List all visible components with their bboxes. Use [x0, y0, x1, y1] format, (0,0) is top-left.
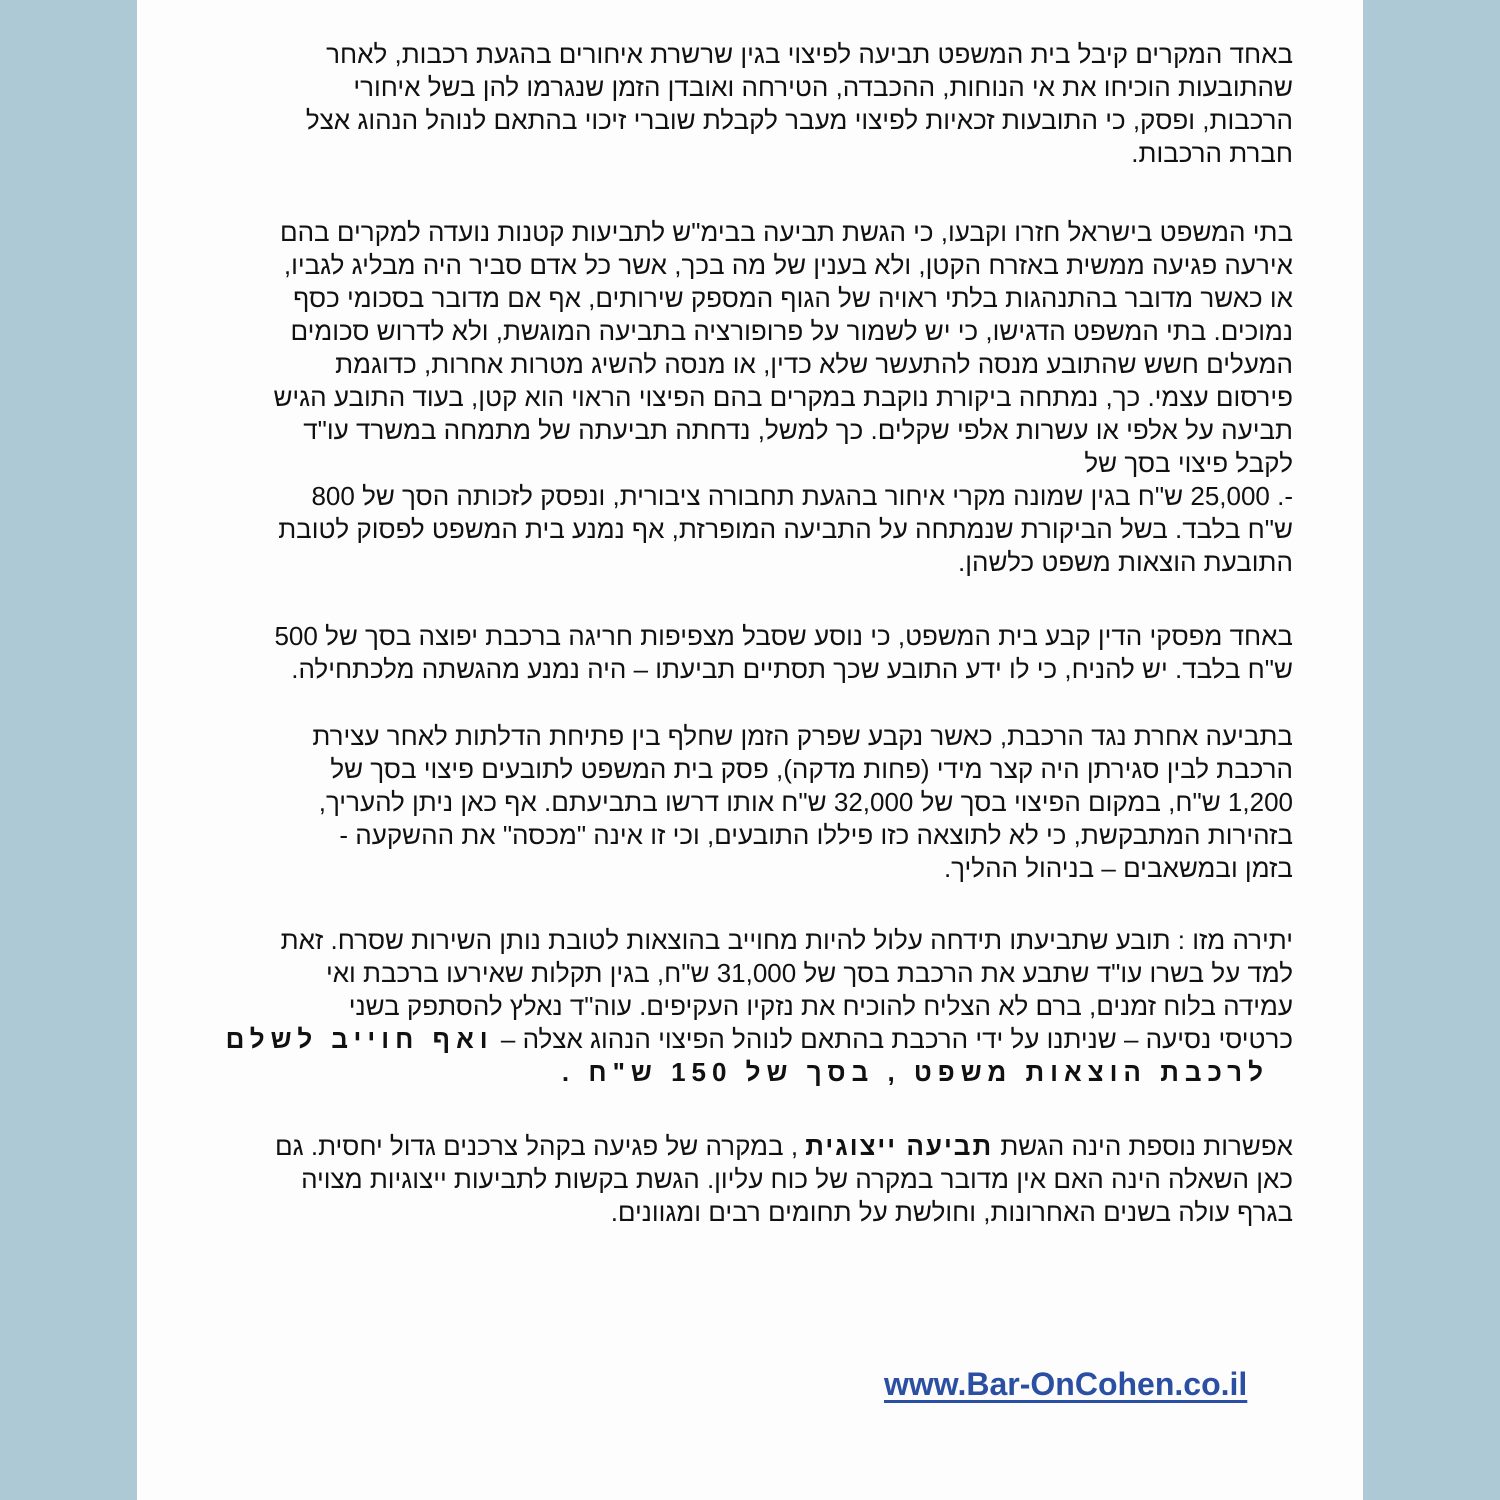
- text-line: 1,200 ש"ח, במקום הפיצוי בסך של 32,000 ש"ח אותו דרשו בתביעתם. אף כאן ניתן להעריך,: [318, 787, 1293, 817]
- text-line: במקרה של פגיעה בקהל צרכנים גדול יחסית. גם: [275, 1131, 784, 1161]
- text-line: פירסום עצמי. כך, נמתחה ביקורת נוקבת במקרים בהם הפיצוי הראוי הוא קטן, בעוד התובע הגיש: [273, 382, 1293, 412]
- text-line: חברת הרכבות.: [1131, 138, 1293, 168]
- text-line: בזמן ובמשאבים – בניהול ההליך.: [943, 853, 1293, 883]
- document-page: [137, 0, 1363, 1500]
- text-line: כאן השאלה הינה האם אין מדובר במקרה של כוח עליון. הגשת בקשות לתביעות ייצוגיות מצויה: [301, 1164, 1293, 1194]
- text-line: כרטיסי נסיעה – שניתנו על ידי הרכבת בהתאם לנוהל הפיצוי הנהוג אצלה –: [500, 1024, 1293, 1054]
- text-line: אירעה פגיעה ממשית באזרח הקטן, ולא בענין של מה בכך, אשר כל אדם סביר היה מבליג לגביו,: [283, 250, 1293, 280]
- text-line: עמידה בלוח זמנים, ברם לא הצליח להוכיח את נזקיו העקיפים. עוה"ד נאלץ להסתפק בשני: [348, 991, 1293, 1021]
- paragraph-5: [217, 924, 1293, 1089]
- bold-text: ואף חוייב לשלם: [225, 1024, 494, 1054]
- text-line: יתירה מזו : תובע שתביעתו תידחה עלול להיות מחוייב בהוצאות לטובת נותן השירות שסרח. זאת: [280, 925, 1293, 955]
- paragraph-1: [217, 38, 1293, 170]
- text-line: הרכבת לבין סגירתן היה קצר מידי (פחות מדקה), פסק בית המשפט לתובעים פיצוי בסך של: [330, 754, 1293, 784]
- text-line: למד על בשרו עו"ד שתבע את הרכבת בסך של 31,000 ש"ח, בגין תקלות שאירעו ברכבת ואי: [325, 958, 1293, 988]
- paragraph-2: [217, 216, 1293, 579]
- text-line: או כאשר מדובר בהתנהגות בלתי ראויה של הגוף המספק שירותים, אף אם מדובר בסכומי כסף: [293, 283, 1293, 313]
- bold-text: תביעה ייצוגית: [805, 1131, 994, 1161]
- text-line: באחד מפסקי הדין קבע בית המשפט, כי נוסע שסבל מצפיפות חריגה ברכבת יפוצה בסך של 500: [274, 621, 1293, 651]
- text-line: באחד המקרים קיבל בית המשפט תביעה לפיצוי בגין שרשרת איחורים בהגעת רכבות, לאחר: [326, 39, 1293, 69]
- text-line: לקבל פיצוי בסך של: [1084, 448, 1293, 478]
- text-line-with-bold: [217, 1023, 1293, 1056]
- paragraph-3: [217, 620, 1293, 686]
- text-line: אפשרות נוספת הינה הגשת: [1000, 1131, 1293, 1161]
- paragraph-4: [217, 720, 1293, 885]
- text-line: ש"ח בלבד. יש להניח, כי לו ידע התובע שכך תסתיים תביעתו – היה נמנע מהגשתה מלכתחילה.: [291, 654, 1293, 684]
- text-line: תביעה על אלפי או עשרות אלפי שקלים. כך למשל, נדחתה תביעתה של מתמחה במשרד עו"ד: [303, 415, 1293, 445]
- text-line: בתי המשפט בישראל חזרו וקבעו, כי הגשת תביעה בבימ"ש לתביעות קטנות נועדה למקרים בהם: [279, 217, 1293, 247]
- text-line: התובעת הוצאות משפט כלשהן.: [958, 547, 1293, 577]
- text-line: ש"ח בלבד. בשל הביקורת שנמתחה על התביעה המופרזת, אף נמנע בית המשפט לפסוק לטובת: [278, 514, 1293, 544]
- text-line-with-bold: אפשרות נוספת הינה הגשת תביעה ייצוגית , במקרה של פגיעה בקהל צרכנים גדול יחסית. גם: [275, 1131, 1293, 1161]
- paragraph-6: [217, 1130, 1293, 1229]
- bold-line: לרכבת הוצאות משפט , בסך של 150 ש"ח .: [561, 1057, 1269, 1087]
- text-line: נמוכים. בתי המשפט הדגישו, כי יש לשמור על פרופורציה בתביעה המוגשת, ולא לדרוש סכומים: [290, 316, 1293, 346]
- text-line: בגרף עולה בשנים האחרונות, וחולשת על תחומים רבים ומגוונים.: [610, 1197, 1293, 1227]
- text-line: בתביעה אחרת נגד הרכבת, כאשר נקבע שפרק הזמן שחלף בין פתיחת הדלתות לאחר עצירת: [312, 721, 1293, 751]
- website-link[interactable]: www.Bar-OnCohen.co.il: [884, 1366, 1248, 1402]
- text-line: בזהירות המתבקשת, כי לא לתוצאה כזו פיללו התובעים, וכי זו אינה "מכסה" את ההשקעה -: [339, 820, 1293, 850]
- text-line: שהתובעות הוכיחו את אי הנוחות, ההכבדה, הטירחה ואובדן הזמן שנגרמו להן בשל איחורי: [353, 72, 1293, 102]
- text-line: המעלים חשש שהתובע מנסה להתעשר שלא כדין, או מנסה להשיג מטרות אחרות, כדוגמת: [335, 349, 1293, 379]
- text-line: -. 25,000 ש"ח בגין שמונה מקרי איחור בהגעת תחבורה ציבורית, ונפסק לזכותה הסך של 800: [311, 481, 1293, 511]
- text-line: הרכבות, ופסק, כי התובעות זכאיות לפיצוי מעבר לקבלת שוברי זיכוי בהתאם לנוהל הנהוג אצל: [305, 105, 1293, 135]
